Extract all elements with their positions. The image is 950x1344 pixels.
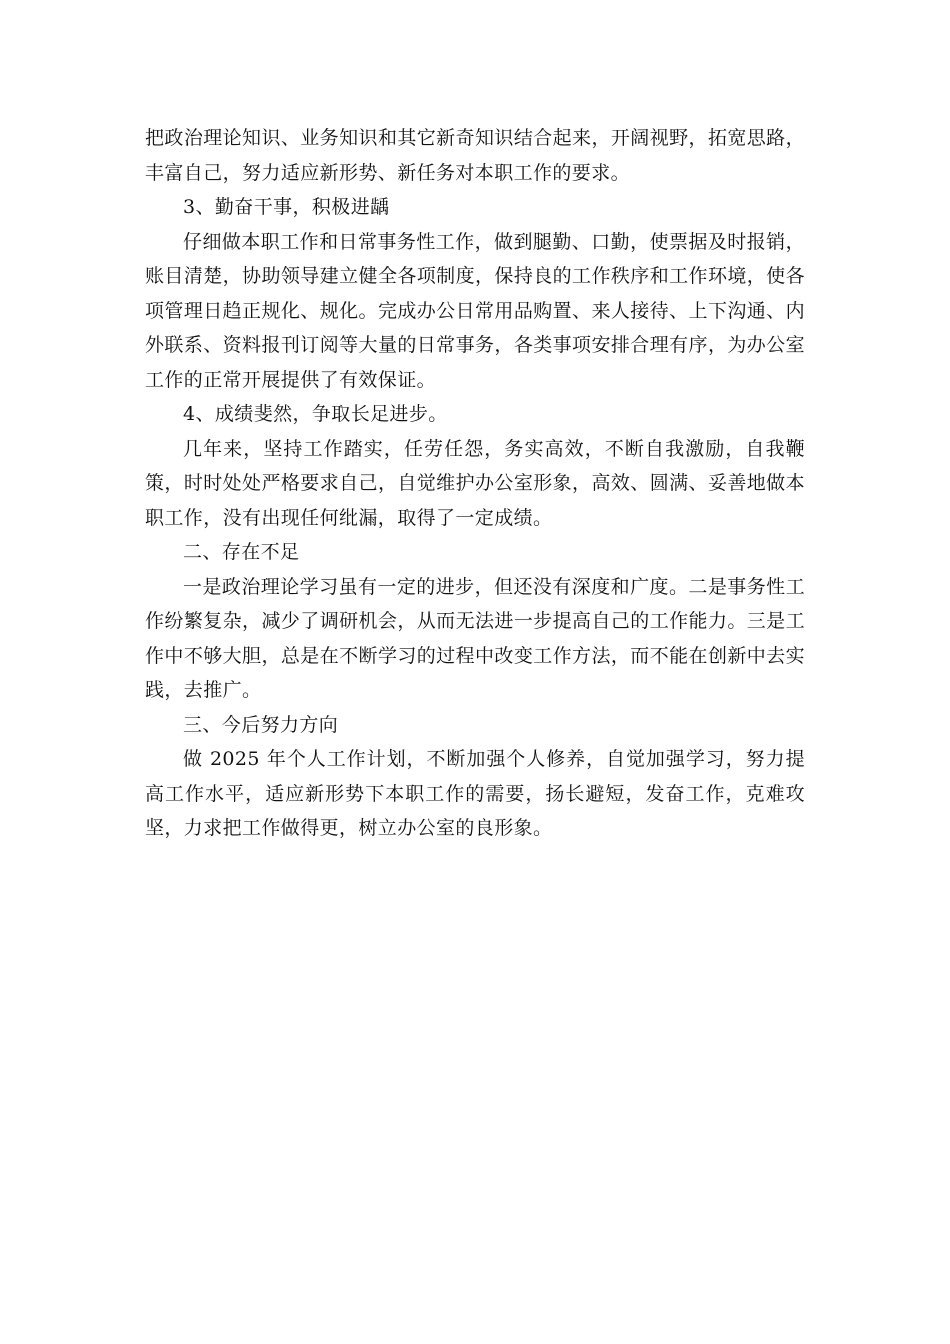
document-body	[145, 121, 805, 846]
paragraph-achievements: 几年来，坚持工作踏实，任劳任怨，务实高效，不断自我激励，自我鞭策，时时处处严格要求自己，自觉维护办公室形象，高效、圆满、妥善地做本职工作，没有出现任何纰漏，取得了一定成绩。	[145, 437, 805, 529]
heading-3-diligent-work: 3、勤奋干事，积极进龋	[183, 196, 390, 218]
paragraph-future-direction: 做 2025 年个人工作计划，不断加强个人修养，自觉加强学习，努力提高工作水平，适应新形势下本职工作的需要，扬长避短，发奋工作，克难攻坚，力求把工作做得更，树立办公室的良形象。	[145, 748, 805, 839]
paragraph-daily-affairs: 仔细做本职工作和日常事务性工作，做到腿勤、口勤，使票据及时报销，账目清楚，协助领导建立健全各项制度，保持良的工作秩序和工作环境，使各项管理日趋正规化、规化。完成办公日常用品购置、来人接待、上下沟通、内外联系、资料报刊订阅等大量的日常事务，各类事项安排合理有序，为办公室工作的正常开展提供了有效保证。	[145, 230, 805, 391]
heading-4-achievements: 4、成绩斐然，争取长足进步。	[183, 403, 448, 425]
section-heading-shortcomings: 二、存在不足	[183, 541, 300, 563]
paragraph-shortcomings: 一是政治理论学习虽有一定的进步，但还没有深度和广度。二是事务性工作纷繁复杂，减少了调研机会，从而无法进一步提高自己的工作能力。三是工作中不够大胆，总是在不断学习的过程中改变工作方法，而不能在创新中去实践，去推广。	[145, 575, 805, 701]
section-heading-future-direction: 三、今后努力方向	[183, 713, 339, 736]
paragraph-continuation: 把政治理论知识、业务知识和其它新奇知识结合起来，开阔视野，拓宽思路，丰富自己，努力适应新形势、新任务对本职工作的要求。	[145, 127, 805, 184]
